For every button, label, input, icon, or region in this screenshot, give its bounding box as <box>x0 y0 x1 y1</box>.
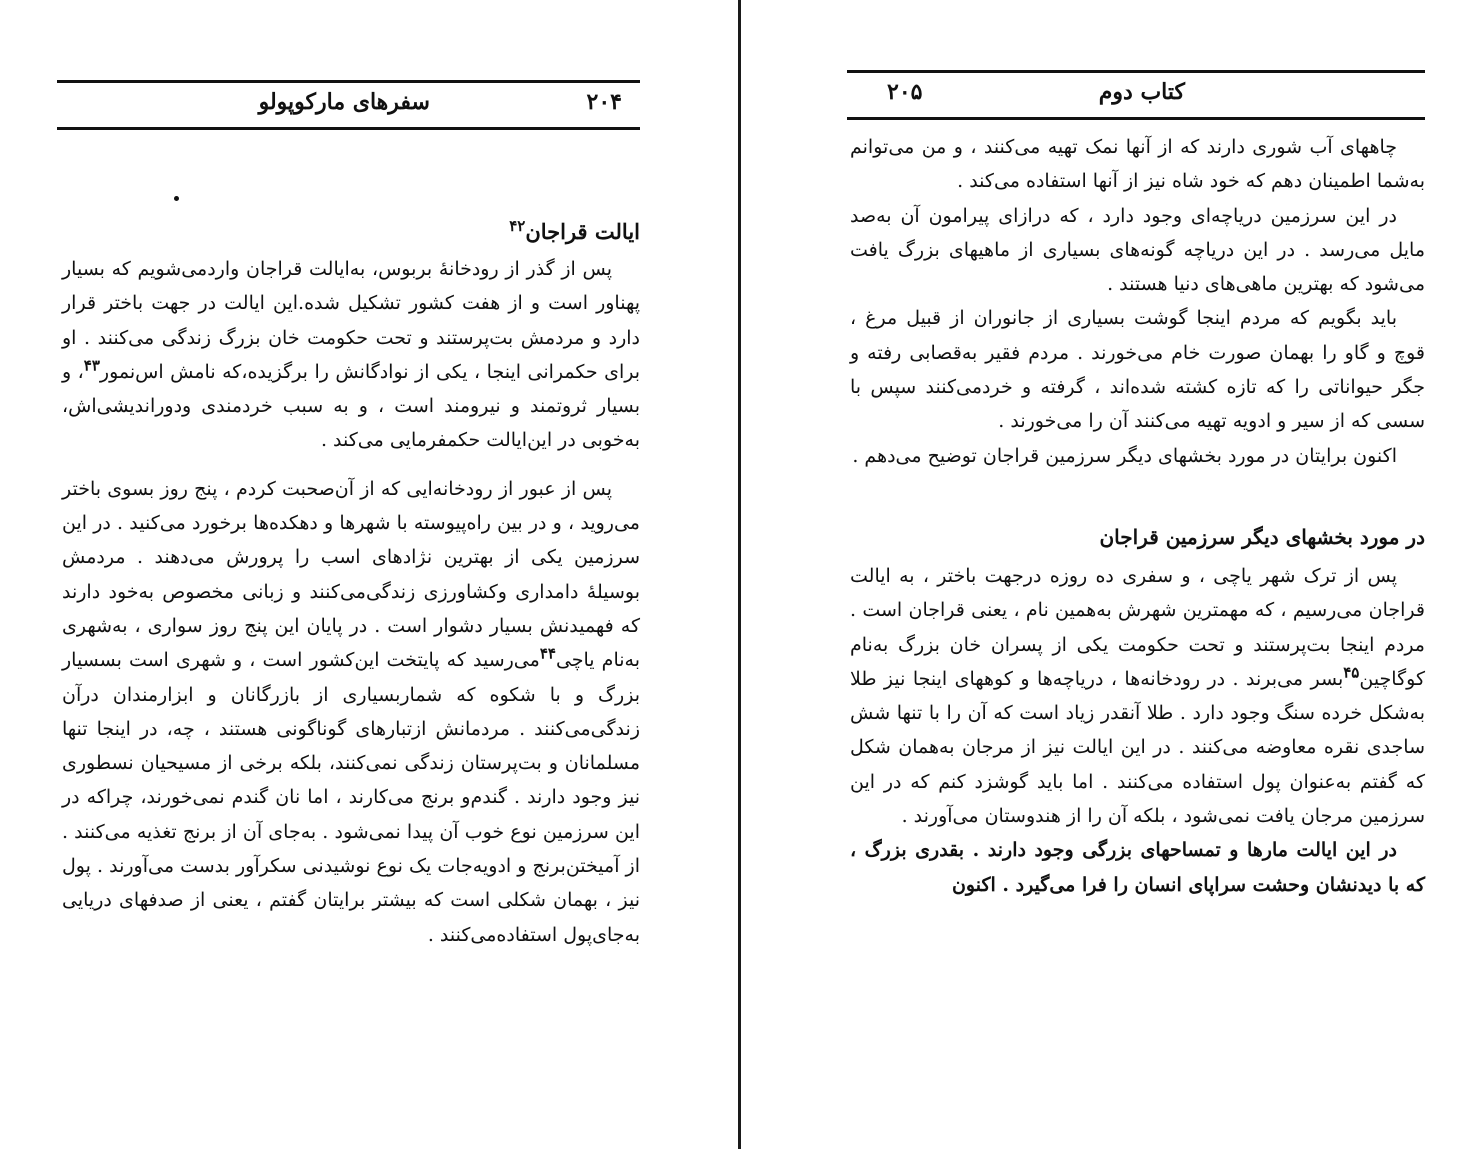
right-paragraph-1: چاهها‌ی آب شوری دارند که از آنها نمک تهیه می‌کنند ، و من می‌توانم به‌شما اطمینان دهم که خود شاه نیز از آنها استفاده می‌کند . <box>850 136 1425 193</box>
right-paragraph-2: در این سرزمین دریاچه‌ای وجود دارد ، که درازای پیرامون آن به‌صد مایل می‌رسد . در این دریاچه گونه‌های بسیاری از ماهیهای بزرگ یافت می‌شود که بهترین ماهی‌های دنیا هستند . <box>850 204 1425 296</box>
print-speck <box>174 196 179 201</box>
left-paragraph-1 <box>62 252 640 458</box>
left-page-body <box>62 212 640 952</box>
right-running-title: کتاب دوم <box>1098 79 1185 105</box>
right-section-paragraph-1 <box>850 559 1425 833</box>
right-page-body <box>850 130 1425 902</box>
right-page-number: ۲۰۵ <box>887 79 923 105</box>
footnote-marker: ۴۴ <box>539 644 556 663</box>
chapter-heading <box>62 212 640 252</box>
right-section-paragraph-2 <box>850 833 1425 902</box>
left-paragraph-2 <box>62 472 640 952</box>
right-section-paragraph-1-text-b: بسر می‌برند . در رودخانه‌ها ، دریاچه‌ها و کوههای اینجا نیز طلا به‌شکل خرده سنگ وجود دارد . طلا آنقدر زیاد است که آن را با تنها شش ساجدی نقره معاوضه می‌کنند . در این ایالت نیز از مرجان به‌همان شکل که گفتم به‌عنوان پول استفاده می‌کنند . اما باید گوشزد کنم که در این سرزمین مرجان یافت نمی‌شود ، بلکه آن را از هندوستان می‌آورند . <box>850 667 1425 828</box>
left-page-number: ۲۰۴ <box>586 89 622 115</box>
footnote-marker: ۴۵ <box>1343 663 1360 682</box>
right-running-head <box>847 70 1425 120</box>
right-section-paragraph-2-text: در این ایالت مارها و تمساحهای بزرگی وجود دارند . بقدری بزرگ ، که با دیدنشان وحشت سراپای انسان را فرا می‌گیرد . اکنون <box>850 839 1425 896</box>
chapter-heading-text: ایالت قراجان <box>525 219 640 244</box>
left-paragraph-1-text-b: ، و بسیار ثروتمند و نیرومند است ، و به سبب خردمندی ودوراندیشی‌اش، به‌خوبی در این‌ایالت حکمفرمایی می‌کند . <box>62 360 640 452</box>
left-paragraph-2-text-a: پس از عبور از رودخانه‌ایی که از آن‌صحبت کردم ، پنج روز بسوی باختر می‌روید ، و در بین راه‌پیوسته با شهرها و دهکده‌ها برخورد می‌کنید . در این سرزمین یکی از بهترین نژادهای اسب را پرورش می‌دهند . مردمش بوسیلهٔ دامداری وکشاورزی زندگی‌می‌کنند و زبانی مخصوص به‌خود دارند که فهمیدنش بسیار دشوار است . در پایان این پنج روز سواری ، به‌شهری به‌نام یاچی <box>62 477 640 672</box>
left-paragraph-1-text-a: پس از گذر از رودخانهٔ بربوس، به‌ایالت قراجان واردمی‌شویم که بسیار پهناور است و از هفت کشور تشکیل شده.این ایالت در جهت باختر قرار دارد و مردمش بت‌پرستند و تحت حکومت خان بزرگ زندگی می‌کنند . او برای حکمرانی اینجا ، یکی از نوادگانش را برگزیده،که نامش اس‌نمور <box>62 258 640 383</box>
left-running-head <box>57 80 640 130</box>
section-heading: در مورد بخشهای دیگر سرزمین قراجان <box>1099 524 1425 549</box>
right-page <box>742 0 1479 1149</box>
right-paragraph-3: باید بگویم که مردم اینجا گوشت بسیاری از جانوران از قبیل مرغ ، قوچ و گاو را بهمان صورت خام می‌خورند . مردم فقیر به‌قصابی رفته و جگر حیواناتی را که تازه کشته شده‌اند ، گرفته و خردمی‌کنند سپس با سسی که از سیر و ادویه تهیه می‌کنند آن را می‌خورند . <box>850 307 1425 433</box>
left-running-title: سفرهای مارکوپولو <box>258 89 430 115</box>
left-paragraph-2-text-b: می‌رسید که پایتخت این‌کشور است ، و شهری است بسسیار بزرگ و با شکوه که شماربسیاری از بازرگانان و ابزارمندان درآن زندگی‌می‌کنند . مردمانش ازتبارهای گوناگونی هستند ، چه، در اینجا تنها مسلمانان و بت‌پرستان زندگی نمی‌کنند، بلکه برخی از مسیحیان نسطوری نیز وجود دارند . گندم‌و برنج می‌کارند ، اما نان گندم نمی‌خورند، چراکه در این سرزمین نوع خوب آن پیدا نمی‌شود . به‌جای آن از برنج تغذیه می‌کنند . از آمیختن‌برنج و ادویه‌جات یک نوع نوشیدنی سکرآور بدست می‌آورند . پول نیز ، بهمان شکلی است که بیشتر برایتان گفتم ، یعنی از صدفهای دریایی به‌جای‌پول استفاده‌می‌کنند . <box>62 649 640 946</box>
book-gutter <box>738 0 741 1149</box>
footnote-marker: ۴۲ <box>509 217 526 235</box>
right-section-paragraph-1-text-a: پس از ترک شهر یاچی ، و سفری ده روزه درجهت باختر ، به ایالت قراجان می‌رسیم ، که مهمترین شهرش به‌همین نام ، یعنی قراجان است . مردم اینجا بت‌پرستند و تحت حکومت یکی از پسران خان بزرگ به‌نام کوگاچین <box>850 564 1425 690</box>
footnote-marker: ۴۳ <box>83 356 100 375</box>
right-paragraph-4: اکنون برایتان در مورد بخشهای دیگر سرزمین قراجان توضیح می‌دهم . <box>852 444 1397 467</box>
